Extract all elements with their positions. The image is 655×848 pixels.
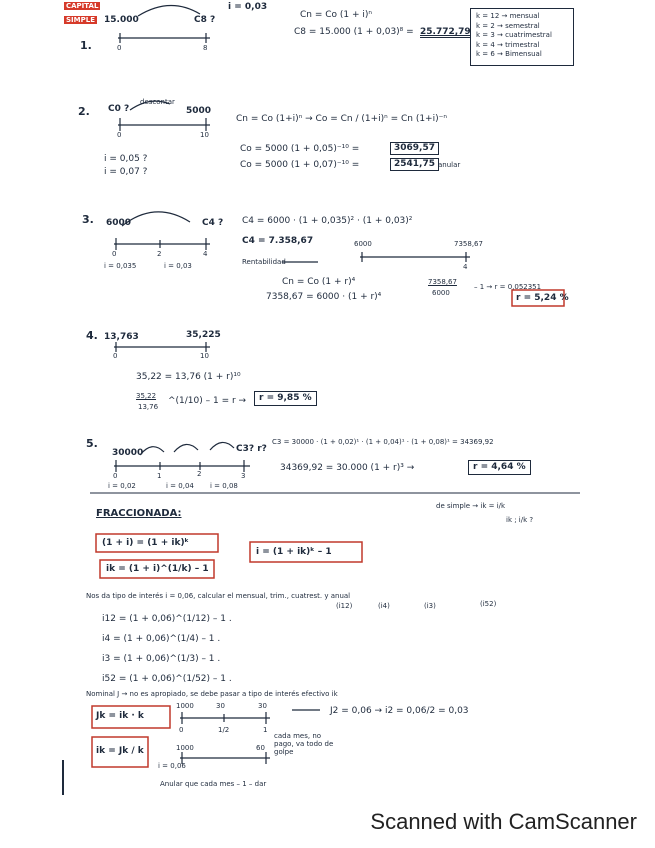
p2-amount: 5000	[186, 106, 212, 116]
p5-rate-3: i = 0,08	[210, 482, 238, 490]
p4-frac-den: 13,76	[138, 403, 159, 411]
p3-r-part: – 1 → r = 0,052351	[474, 283, 542, 291]
p3-frac-den: 6000	[432, 289, 450, 297]
p1-rate: i = 0,03	[228, 2, 268, 12]
p1-amount: 15.000	[104, 15, 139, 25]
p1-calc: C8 = 15.000 (1 + 0,03)⁸ =	[294, 27, 414, 37]
frac-tl1-b: 30	[216, 702, 225, 710]
p5-result: r = 4,64 %	[468, 460, 531, 475]
p1-t8: 8	[203, 44, 208, 52]
problem-5-number: 5.	[86, 437, 98, 450]
frac-line-1: i12 = (1 + 0,06)^(1/12) – 1 .	[102, 614, 232, 624]
frac-jk: Jk = ik · k	[96, 711, 144, 721]
p5-rate-2: i = 0,04	[166, 482, 194, 490]
frac-eq-2: ik = (1 + i)^(1/k) – 1	[106, 564, 209, 574]
camscanner-footer: Scanned with CamScanner	[370, 809, 637, 834]
p5-rate-1: i = 0,02	[108, 482, 136, 490]
p1-formula: Cn = Co (1 + i)ⁿ	[300, 10, 372, 20]
frac-tl2-rate: i = 0,06	[158, 762, 186, 770]
p3-calc-1: C4 = 6000 · (1 + 0,035)² · (1 + 0,03)²	[242, 216, 413, 226]
p4-frac-num: 35,22	[136, 392, 157, 400]
p2-c0: C0 ?	[108, 104, 130, 114]
p3-tl-left: 6000	[354, 240, 372, 248]
p2-t10: 10	[200, 131, 209, 139]
p4-t10: 10	[200, 352, 209, 360]
frac-ik: ik = Jk / k	[96, 746, 144, 756]
p3-t0: 0	[112, 250, 117, 258]
p2-calc-1: Co = 5000 (1 + 0,05)⁻¹⁰ =	[240, 144, 360, 154]
fraccionada-title: FRACCIONADA:	[96, 508, 182, 519]
frac-note: cada mes, no pago, va todo de golpe	[274, 732, 334, 756]
frac-tl2-b: 60	[256, 744, 265, 752]
scanned-page	[60, 0, 593, 795]
frac-line-2: i4 = (1 + 0,06)^(1/4) – 1 .	[102, 634, 221, 644]
p3-c4: C4 ?	[202, 218, 224, 228]
frac-tl2-a: 1000	[176, 744, 194, 752]
p2-result-2: 2541,75	[390, 158, 439, 171]
p2-tail: anular	[438, 161, 461, 169]
p2-result-1: 3069,57	[390, 142, 439, 155]
frac-tl1-t2: 1	[263, 726, 268, 734]
frac-tl1-c: 30	[258, 702, 267, 710]
p3-t2: 2	[157, 250, 162, 258]
p2-rate-2: i = 0,07 ?	[104, 167, 148, 177]
p5-amount: 30000	[112, 448, 144, 458]
p4-result: r = 9,85 %	[254, 391, 317, 406]
p1-t0: 0	[117, 44, 122, 52]
p5-c3: C3? r?	[236, 444, 267, 454]
p1-result: 25.772,79	[420, 27, 471, 37]
p4-calc: 35,22 = 13,76 (1 + r)¹⁰	[136, 372, 241, 382]
frac-tl1-t1: 1/2	[218, 726, 230, 734]
frac-side-note-2: ik ; i/k ?	[506, 516, 534, 524]
legend-line: k = 3 → cuatrimestral	[476, 31, 552, 39]
frac-sub-3: (i3)	[424, 602, 436, 610]
p5-calc: C3 = 30000 · (1 + 0,02)¹ · (1 + 0,04)¹ · (1 + 0,08)¹ = 34369,92	[272, 438, 494, 446]
p1-c8: C8 ?	[194, 15, 216, 25]
frac-tl1-t0: 0	[179, 726, 184, 734]
p3-rate-2: i = 0,03	[164, 262, 192, 270]
p4-rest: ^(1/10) – 1 = r →	[168, 396, 247, 406]
p2-calc-2: Co = 5000 (1 + 0,07)⁻¹⁰ =	[240, 160, 360, 170]
p3-t4: 4	[203, 250, 208, 258]
p3-result: r = 5,24 %	[516, 293, 569, 303]
p3-tl-end: 4	[463, 263, 468, 271]
p3-eq-2: 7358,67 = 6000 · (1 + r)⁴	[266, 292, 382, 302]
legend-line: k = 4 → trimestral	[476, 40, 540, 49]
frac-eq-3: i = (1 + ik)ᵏ – 1	[256, 547, 332, 557]
p3-rate-1: i = 0,035	[104, 262, 137, 270]
p2-t0: 0	[117, 131, 122, 139]
k-legend-box	[470, 8, 574, 66]
p3-amount: 6000	[106, 218, 132, 228]
p5-calc-2: 34369,92 = 30.000 (1 + r)³ →	[280, 463, 415, 473]
p3-frac-num: 7358,67	[428, 278, 457, 286]
p3-calc-2: C4 = 7.358,67	[242, 236, 314, 246]
capital-tag: CAPITAL	[66, 2, 99, 10]
frac-line-3: i3 = (1 + 0,06)^(1/3) – 1 .	[102, 654, 221, 664]
p3-eq-1: Cn = Co (1 + r)⁴	[282, 277, 356, 287]
p5-t2: 2	[197, 470, 202, 478]
p4-left: 13,763	[104, 332, 139, 342]
frac-j2: J2 = 0,06 → i2 = 0,06/2 = 0,03	[330, 706, 469, 716]
legend-line: k = 12 → mensual	[476, 12, 540, 20]
p3-rent: Rentabilidad	[242, 258, 286, 266]
problem-2-number: 2.	[78, 105, 90, 118]
legend-line: k = 2 → semestral	[476, 21, 540, 30]
frac-nominal-note: Nominal J → no es apropiado, se debe pasar a tipo de interés efectivo ik	[86, 690, 338, 698]
frac-line-4: i52 = (1 + 0,06)^(1/52) – 1 .	[102, 674, 232, 684]
frac-question: Nos da tipo de interés i = 0,06, calcular el mensual, trim., cuatrest. y anual	[86, 592, 351, 600]
p5-t1: 1	[157, 472, 162, 480]
frac-sub-2: (i4)	[378, 602, 390, 610]
p2-note: descontar	[140, 98, 175, 106]
p2-formula: Cn = Co (1+i)ⁿ → Co = Cn / (1+i)ⁿ = Cn (1+i)⁻ⁿ	[236, 114, 447, 124]
problem-3-number: 3.	[82, 213, 94, 226]
frac-sub-1: (i12)	[336, 602, 353, 610]
legend-line: k = 6 → Bimensual	[476, 50, 542, 58]
p3-tl-right: 7358,67	[454, 240, 483, 248]
problem-4-number: 4.	[86, 329, 98, 342]
problem-1-number: 1.	[80, 39, 92, 52]
p5-t3: 3	[241, 472, 246, 480]
frac-side-note: de simple → ik = i/k	[436, 502, 506, 510]
p2-rate-1: i = 0,05 ?	[104, 154, 148, 164]
p5-t0: 0	[113, 472, 118, 480]
frac-sub-4: (i52)	[480, 600, 497, 608]
frac-tl1-a: 1000	[176, 702, 194, 710]
p4-right: 35,225	[186, 330, 221, 340]
frac-bottom: Anular que cada mes – 1 – dar	[160, 780, 267, 788]
frac-eq-1: (1 + i) = (1 + ik)ᵏ	[102, 538, 189, 548]
p4-t0: 0	[113, 352, 118, 360]
simple-tag: SIMPLE	[66, 16, 95, 24]
